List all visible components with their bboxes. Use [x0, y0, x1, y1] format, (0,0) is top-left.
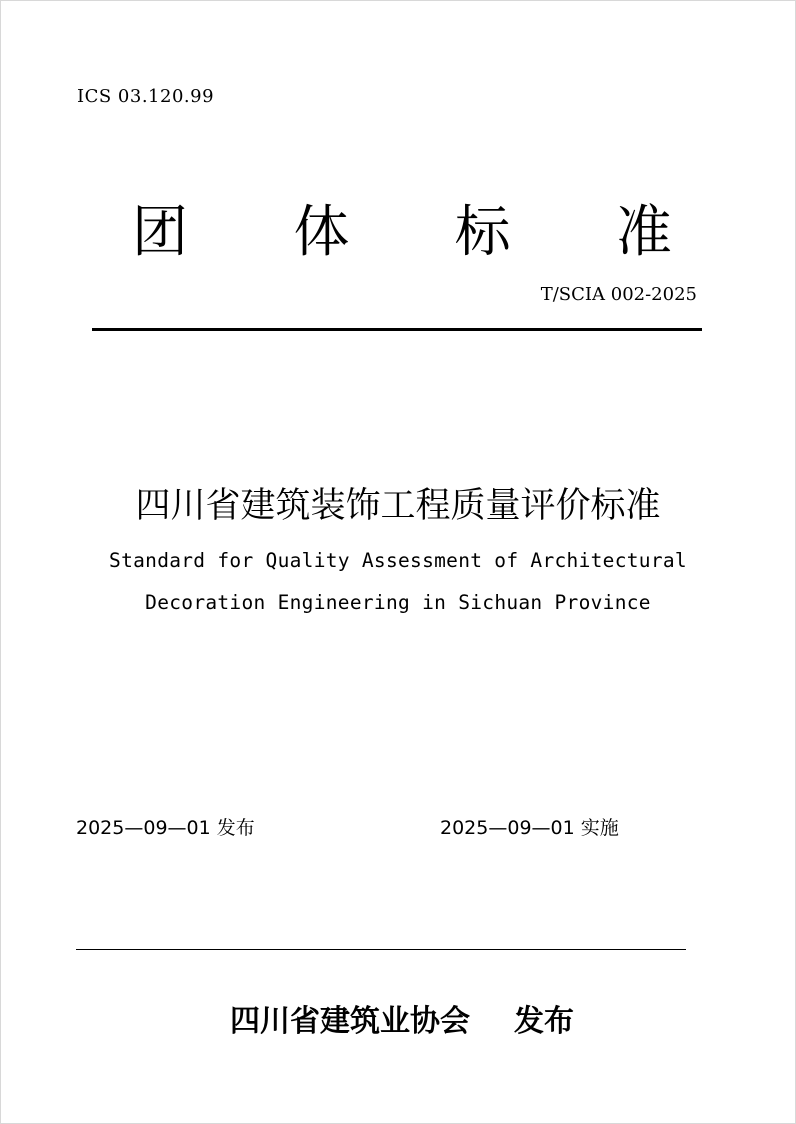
bottom-divider — [76, 949, 686, 950]
publisher-name: 四川省建筑业协会 — [230, 1004, 470, 1039]
title-chinese: 四川省建筑装饰工程质量评价标准 — [135, 486, 661, 526]
doc-type-char-4: 准 — [615, 200, 672, 265]
doc-type-char-3: 标 — [454, 200, 511, 265]
doc-type-char-2: 体 — [293, 200, 350, 265]
publish-date: 2025—09—01 发布 — [76, 817, 255, 839]
doc-type-char-1: 团 — [132, 200, 188, 265]
title-english-line-2: Decoration Engineering in Sichuan Province — [145, 591, 651, 614]
title-english — [0, 540, 796, 624]
title-english-line-1: Standard for Quality Assessment of Architectural — [109, 549, 687, 572]
standard-number: T/SCIA 002-2025 — [540, 284, 697, 305]
publisher-line — [230, 996, 574, 1040]
implementation-date: 2025—09—01 实施 — [440, 817, 619, 839]
publisher-action: 发布 — [514, 1004, 574, 1039]
document-type-heading — [132, 198, 672, 268]
top-divider — [92, 328, 702, 331]
ics-code: ICS 03.120.99 — [77, 86, 215, 107]
